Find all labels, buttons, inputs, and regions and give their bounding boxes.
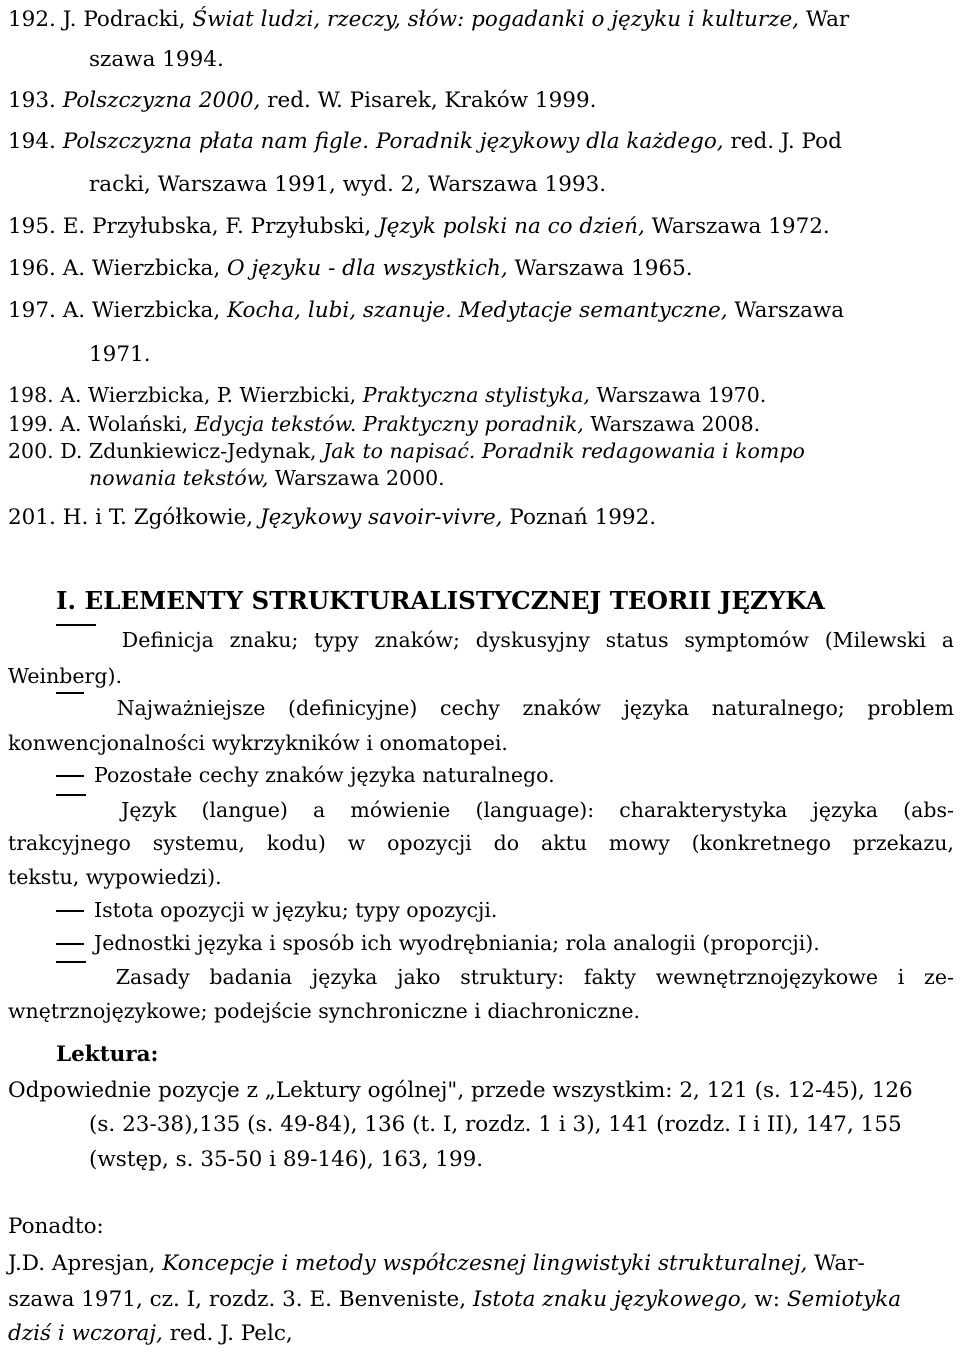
- entry-publication: Warszawa 1970.: [589, 383, 767, 407]
- entry-publication: Warszawa 1972.: [644, 214, 830, 239]
- entry-title: Polszczyzna 2000,: [62, 88, 261, 113]
- bibliography-entry-192: [8, 5, 849, 35]
- entry-title: Językowy savoir-vivre,: [259, 505, 503, 530]
- entry-publication: red. J. Pod: [723, 129, 842, 154]
- entry-title: O języku - dla wszystkich,: [227, 256, 508, 281]
- topic-5: Istota opozycji w języku; typy opozycji.: [56, 895, 497, 925]
- entry-publication: red. W. Pisarek, Kraków 1999.: [260, 88, 597, 113]
- dash-icon: [56, 961, 86, 963]
- topic-1: Definicja znaku; typy znaków; dyskusyjny status symptomów (Milewski a: [56, 625, 954, 655]
- entry-publication: Warszawa: [727, 298, 845, 323]
- entry-publication: War: [799, 7, 850, 32]
- dash-icon: [56, 775, 84, 777]
- entry-authors: A. Wierzbicka,: [62, 298, 228, 323]
- entry-title: Jak to napisać. Poradnik redagowania i kompo: [323, 439, 805, 463]
- topic-2: Najważniejsze (definicyjne) cechy znaków języka naturalnego; problem: [56, 693, 954, 723]
- bibliography-entry-198: [8, 380, 766, 410]
- entry-authors: A. Wierzbicka, P. Wierzbicki,: [60, 383, 363, 407]
- ponadto-line-1: J.D. Apresjan, Koncepcje i metody współczesnej lingwistyki strukturalnej, War-: [8, 1251, 865, 1276]
- bibliography-entry-195: [8, 212, 830, 242]
- ponadto-label: Ponadto:: [8, 1214, 104, 1239]
- topic-1-continuation: Weinberg).: [8, 664, 122, 688]
- section-heading: I. ELEMENTY STRUKTURALISTYCZNEJ TEORII JĘZYKA: [56, 586, 825, 615]
- entry-title: Praktyczna stylistyka,: [362, 383, 590, 407]
- ponadto-line-2: szawa 1971, cz. I, rozdz. 3. E. Benveniste, Istota znaku językowego, w: Semiotyka: [8, 1287, 902, 1312]
- entry-authors: E. Przyłubska, F. Przyłubski,: [62, 214, 379, 239]
- dash-icon: [56, 794, 86, 796]
- entry-authors: A. Wolański,: [60, 412, 195, 436]
- entry-title: Polszczyzna płata nam figle. Poradnik językowy dla każdego,: [62, 129, 724, 154]
- bibliography-entry-200-continuation: nowania tekstów, Warszawa 2000.: [89, 466, 445, 490]
- bibliography-entry-194: [8, 127, 842, 157]
- entry-number: 192.: [8, 7, 56, 32]
- bibliography-entry-192-continuation: szawa 1994.: [89, 47, 224, 72]
- bibliography-entry-197-continuation: 1971.: [89, 342, 151, 367]
- entry-publication: Warszawa 2008.: [583, 412, 761, 436]
- entry-authors: A. Wierzbicka,: [62, 256, 228, 281]
- entry-publication: Poznań 1992.: [502, 505, 657, 530]
- entry-number: 194.: [8, 129, 56, 154]
- entry-number: 196.: [8, 256, 56, 281]
- entry-title: Kocha, lubi, szanuje. Medytacje semantyczne,: [227, 298, 728, 323]
- entry-title: Język polski na co dzień,: [378, 214, 645, 239]
- bibliography-entry-194-continuation: racki, Warszawa 1991, wyd. 2, Warszawa 1993.: [89, 172, 607, 197]
- entry-title: Świat ludzi, rzeczy, słów: pogadanki o języku i kulturze,: [192, 7, 800, 32]
- entry-number: 197.: [8, 298, 56, 323]
- topic-7-continuation: wnętrznojęzykowe; podejście synchroniczne i diachroniczne.: [8, 999, 640, 1023]
- lektura-line-3: (wstęp, s. 35-50 i 89-146), 163, 199.: [89, 1147, 484, 1172]
- entry-number: 199.: [8, 412, 54, 436]
- entry-number: 201.: [8, 505, 56, 530]
- ponadto-line-3: dziś i wczoraj, red. J. Pelc,: [8, 1321, 293, 1346]
- topic-4: Język (langue) a mówienie (language): charakterystyka języka (abs-: [56, 795, 954, 825]
- entry-title: Edycja tekstów. Praktyczny poradnik,: [194, 412, 584, 436]
- entry-publication: Warszawa 1965.: [507, 256, 693, 281]
- entry-authors: J. Podracki,: [62, 7, 193, 32]
- topic-6: Jednostki języka i sposób ich wyodrębniania; rola analogii (proporcji).: [56, 928, 820, 958]
- topic-7: Zasady badania języka jako struktury: fakty wewnętrznojęzykowe i ze-: [56, 962, 954, 992]
- lektura-line-1: Odpowiednie pozycje z „Lektury ogólnej", przede wszystkim: 2, 121 (s. 12-45), 126: [8, 1078, 913, 1103]
- topic-4-continuation: trakcyjnego systemu, kodu) w opozycji do aktu mowy (konkretnego przekazu,: [8, 831, 954, 855]
- dash-icon: [56, 943, 84, 945]
- entry-number: 198.: [8, 383, 54, 407]
- entry-authors: D. Zdunkiewicz-Jedynak,: [60, 439, 324, 463]
- lektura-heading: Lektura:: [56, 1042, 159, 1067]
- entry-number: 200.: [8, 439, 54, 463]
- bibliography-entry-200: [8, 436, 805, 466]
- dash-icon: [56, 624, 96, 626]
- entry-number: 195.: [8, 214, 56, 239]
- bibliography-entry-197: [8, 296, 844, 326]
- entry-authors: H. i T. Zgółkowie,: [62, 505, 260, 530]
- bibliography-entry-196: [8, 254, 693, 284]
- topic-2-continuation: konwencjonalności wykrzykników i onomatopei.: [8, 731, 508, 755]
- topic-4-continuation-2: tekstu, wypowiedzi).: [8, 865, 222, 889]
- entry-number: 193.: [8, 88, 56, 113]
- bibliography-entry-199: [8, 409, 760, 439]
- bibliography-entry-201: [8, 503, 656, 533]
- dash-icon: [56, 910, 84, 912]
- dash-icon: [56, 692, 84, 694]
- bibliography-entry-193: [8, 86, 596, 116]
- topic-3: Pozostałe cechy znaków języka naturalnego.: [56, 760, 555, 790]
- lektura-line-2: (s. 23-38),135 (s. 49-84), 136 (t. I, rozdz. 1 i 3), 141 (rozdz. I i II), 147, 155: [89, 1112, 902, 1137]
